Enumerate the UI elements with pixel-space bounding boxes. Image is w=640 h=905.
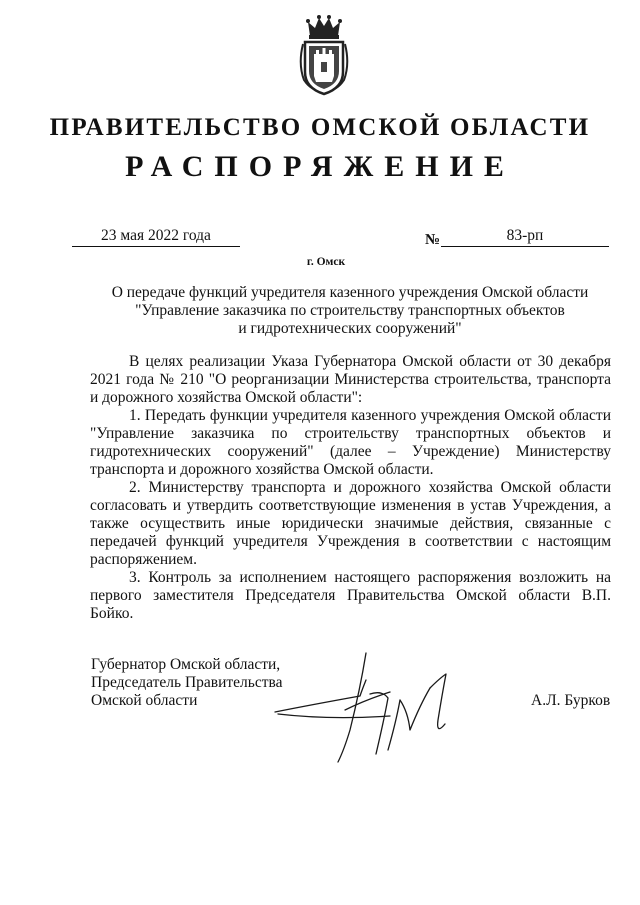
position-line: Омской области (91, 692, 198, 709)
government-title: ПРАВИТЕЛЬСТВО ОМСКОЙ ОБЛАСТИ (49, 114, 591, 141)
order-item-3: 3. Контроль за исполнением настоящего распоряжения возложить на первого заместителя Председателя Правительства Омской области В.П. Бойко. (90, 569, 611, 622)
subject-line: "Управление заказчика по строительству транспортных объектов (135, 302, 565, 319)
order-item-1: 1. Передать функции учредителя казенного учреждения Омской области "Управление заказчика по строительству транспортных объектов и гидротехнических сооружений" (далее – Учреждение) Министерству транспорта и дорожного хозяйства Омской области. (90, 407, 611, 478)
document-type-title: РАСПОРЯЖЕНИЕ (125, 150, 515, 183)
document-number: 83-рп (441, 227, 609, 247)
signatory-name: А.Л. Бурков (531, 692, 611, 709)
document-date: 23 мая 2022 года (72, 227, 240, 247)
signatory-position (91, 656, 283, 710)
preamble-paragraph: В целях реализации Указа Губернатора Омской области от 30 декабря 2021 года № 210 "О реорганизации Министерства строительства, транспорта и дорожного хозяйства Омской области": (90, 353, 611, 406)
position-line: Председатель Правительства (91, 674, 283, 691)
subject-line: О передаче функций учредителя казенного учреждения Омской области (111, 284, 589, 301)
order-item-2: 2. Министерству транспорта и дорожного хозяйства Омской области согласовать и утвердить соответствующие изменения в устав Учреждения, а также осуществить иные юридически значимые действия, связанные с передачей функций учредителя Учреждения в соответствии с настоящим распоряжением. (90, 479, 611, 568)
document-city: г. Омск (306, 256, 346, 268)
document-subject (90, 284, 610, 338)
subject-line: и гидротехнических сооружений" (238, 320, 462, 337)
number-label: № (425, 232, 441, 248)
document-body (90, 353, 611, 623)
position-line: Губернатор Омской области, (91, 656, 281, 673)
handwritten-signature (270, 650, 480, 765)
omsk-coat-of-arms-icon (298, 14, 350, 98)
